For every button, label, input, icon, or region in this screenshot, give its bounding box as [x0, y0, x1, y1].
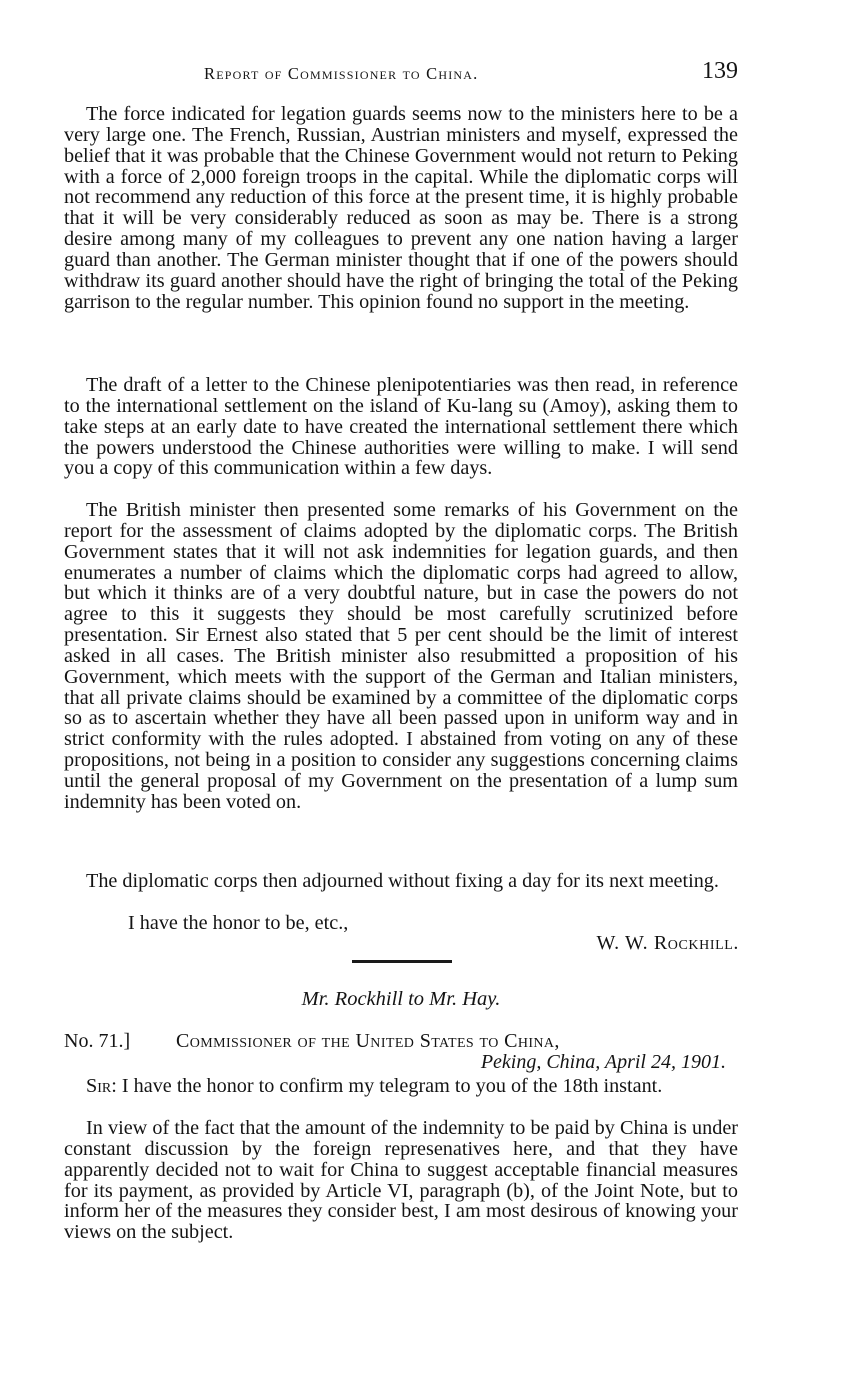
page-number: 139: [702, 58, 738, 84]
paragraph-indemnity: [64, 1118, 738, 1243]
paragraph-kulangsu-settlement: [64, 375, 738, 479]
paragraph: The British minister then presented some remarks of his Government on the report for the assessment of claims adopted by the diplomatic corps. The British Government states that it will not ask indemnities for legation guards, and then enumerates a number of claims which the diplomatic corps had agreed to allow, but which it thinks are of a very doubtful nature, but in case the powers do not agree to this it suggests they should be most carefully scrutinized before presentation. Sir Ernest also stated that 5 per cent should be the limit of interest asked in all cases. The British minister also resubmitted a proposition of his Government, which meets with the support of the German and Italian ministers, that all private claims should be examined by a committee of the diplomatic corps so as to ascertain whether they have all been passed upon in uniform way and in strict conformity with the rules adopted. I abstained from voting on any of these propositions, not being in a position to consider any suggestions concerning claims until the general proposal of my Government on the presentation of a lump sum indemnity has been voted on.: [64, 499, 738, 813]
dateline: Peking, China, April 24, 1901.: [480, 1051, 726, 1073]
section-divider: [352, 960, 452, 963]
paragraph-legation-guards: [64, 104, 738, 312]
paragraph-telegram-confirmation: [64, 1076, 738, 1097]
paragraph-text: I have the honor to confirm my telegram to you of the 18th instant.: [121, 1075, 663, 1097]
paragraph: The draft of a letter to the Chinese plenipotentiaries was then read, in reference to the international settlement on the island of Ku-lang su (Amoy), asking them to take steps at an early date to have created the international settlement there which the powers understood the Chinese authorities were willing to make. I will send you a copy of this communication within a few days.: [64, 374, 738, 480]
signature: [597, 932, 740, 955]
paragraph-british-claims: [64, 500, 738, 813]
letter-heading: Mr. Rockhill to Mr. Hay.: [301, 988, 501, 1010]
running-title: Report of Commissioner to China.: [204, 64, 479, 83]
salutation: Sir:: [86, 1075, 117, 1097]
closing: I have the honor to be, etc.,: [128, 912, 349, 934]
letter-number: No. 71.]: [64, 1030, 131, 1052]
paragraph: [64, 1076, 738, 1097]
page-header: [64, 58, 738, 88]
letter-office: Commissioner of the United States to China,: [176, 1030, 560, 1052]
signature-name: W. W. Rockhill.: [596, 932, 739, 954]
paragraph: The diplomatic corps then adjourned without fixing a day for its next meeting.: [86, 870, 719, 892]
paragraph: The force indicated for legation guards seems now to the ministers here to be a very large one. The French, Russian, Austrian ministers and myself, expressed the belief that it was probable that the Chinese Government would not return to Peking with a force of 2,000 foreign troops in the capital. While the diplomatic corps will not recommend any reduction of this force at the present time, it is highly probable that it will be very considerably reduced as soon as may be. There is a strong desire among many of my colleagues to prevent any one nation having a larger guard than another. The German minister thought that if one of the powers should withdraw its guard another should have the right of bringing the total of the Peking garrison to the regular number. This opinion found no support in the meeting.: [64, 103, 738, 313]
paragraph-adjournment: [64, 871, 738, 892]
closing-line: [64, 913, 738, 934]
paragraph: In view of the fact that the amount of the indemnity to be paid by China is under constant discussion by the foreign represenatives here, and that they have apparently decided not to wait for China to suggest acceptable financial measures for its payment, as provided by Article VI, paragraph (b), of the Joint Note, but to inform her of the measures they consider best, I am most desirous of knowing your views on the subject.: [64, 1117, 738, 1244]
